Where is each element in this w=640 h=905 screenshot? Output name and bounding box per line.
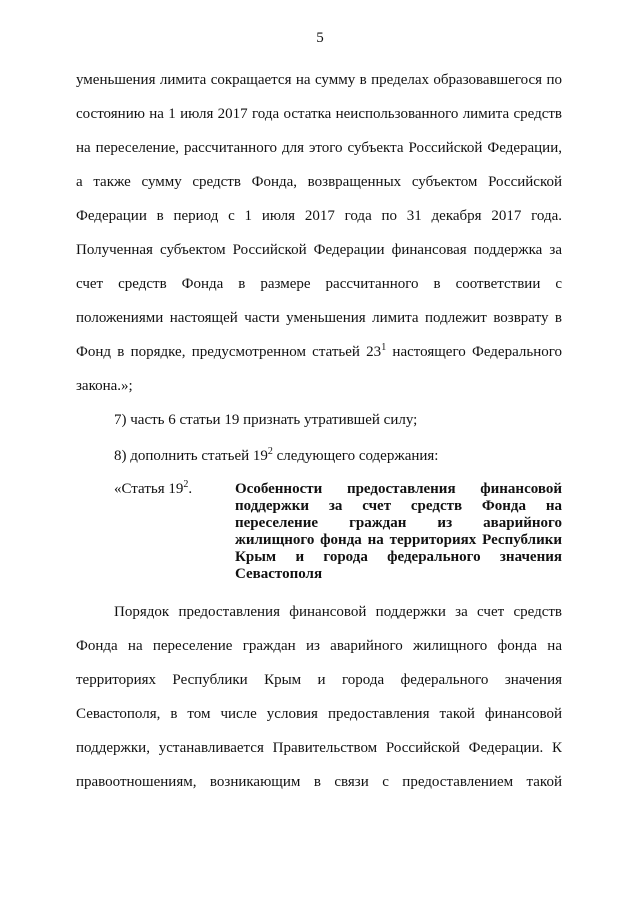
text-line: [76, 335, 562, 369]
title-line: поддержки за счет средств Фонда на: [235, 498, 562, 514]
superscript: 2: [267, 446, 273, 457]
text-line: территориях Республики Крым и города федерального значения: [76, 672, 562, 688]
title-line: жилищного фонда на территориях Республики: [235, 532, 562, 548]
text-fragment: 8) дополнить статьей 19: [114, 448, 268, 464]
text-line: Севастополя, в том числе условия предоставления такой финансовой: [76, 706, 562, 722]
title-line: Крым и города федерального значения: [235, 549, 562, 565]
text-line: счет средств Фонда в размере рассчитанного в соответствии с: [76, 276, 562, 292]
text-line: поддержки, устанавливается Правительством Российской Федерации. К: [76, 740, 562, 756]
text-fragment: следующего содержания:: [272, 448, 439, 464]
text-fragment: настоящего Федерального: [386, 344, 562, 360]
item-7: 7) часть 6 статьи 19 признать утратившей силу;: [114, 412, 418, 428]
text-fragment: .: [188, 481, 193, 497]
text-line: Порядок предоставления финансовой поддержки за счет средств: [114, 604, 562, 620]
text-line: правоотношениям, возникающим в связи с предоставлением такой: [76, 774, 562, 790]
article-label: [114, 481, 192, 498]
text-line: закона.»;: [76, 378, 133, 394]
text-fragment: «Статья 19: [114, 481, 184, 497]
page-number: 5: [316, 30, 324, 46]
amendment-items: [76, 403, 562, 473]
text-fragment: Фонд в порядке, предусмотренном статьей 23: [76, 344, 382, 360]
superscript: 1: [381, 342, 387, 353]
paragraph-article-body: [76, 595, 562, 799]
superscript: 2: [183, 479, 189, 490]
text-line: Фонда на переселение граждан из аварийного жилищного фонда на: [76, 638, 562, 654]
text-line: Полученная субъектом Российской Федерации финансовая поддержка за: [76, 242, 562, 258]
text-line: Федерации в период с 1 июля 2017 года по 31 декабря 2017 года.: [76, 208, 562, 224]
title-line: переселение граждан из аварийного: [235, 515, 562, 531]
text-line: положениями настоящей части уменьшения лимита подлежит возврату в: [76, 310, 562, 326]
text-line: на переселение, рассчитанного для этого субъекта Российской Федерации,: [76, 140, 562, 156]
text-line: а также сумму средств Фонда, возвращенных субъектом Российской: [76, 174, 562, 190]
article-title: [235, 481, 562, 583]
title-line: Особенности предоставления финансовой: [235, 481, 562, 497]
item-8: [76, 439, 562, 473]
paragraph-continuation: [76, 63, 562, 403]
title-line: Севастополя: [235, 566, 323, 582]
text-line: состоянию на 1 июля 2017 года остатка неиспользованного лимита средств: [76, 106, 562, 122]
text-line: уменьшения лимита сокращается на сумму в пределах образовавшегося по: [76, 72, 562, 88]
